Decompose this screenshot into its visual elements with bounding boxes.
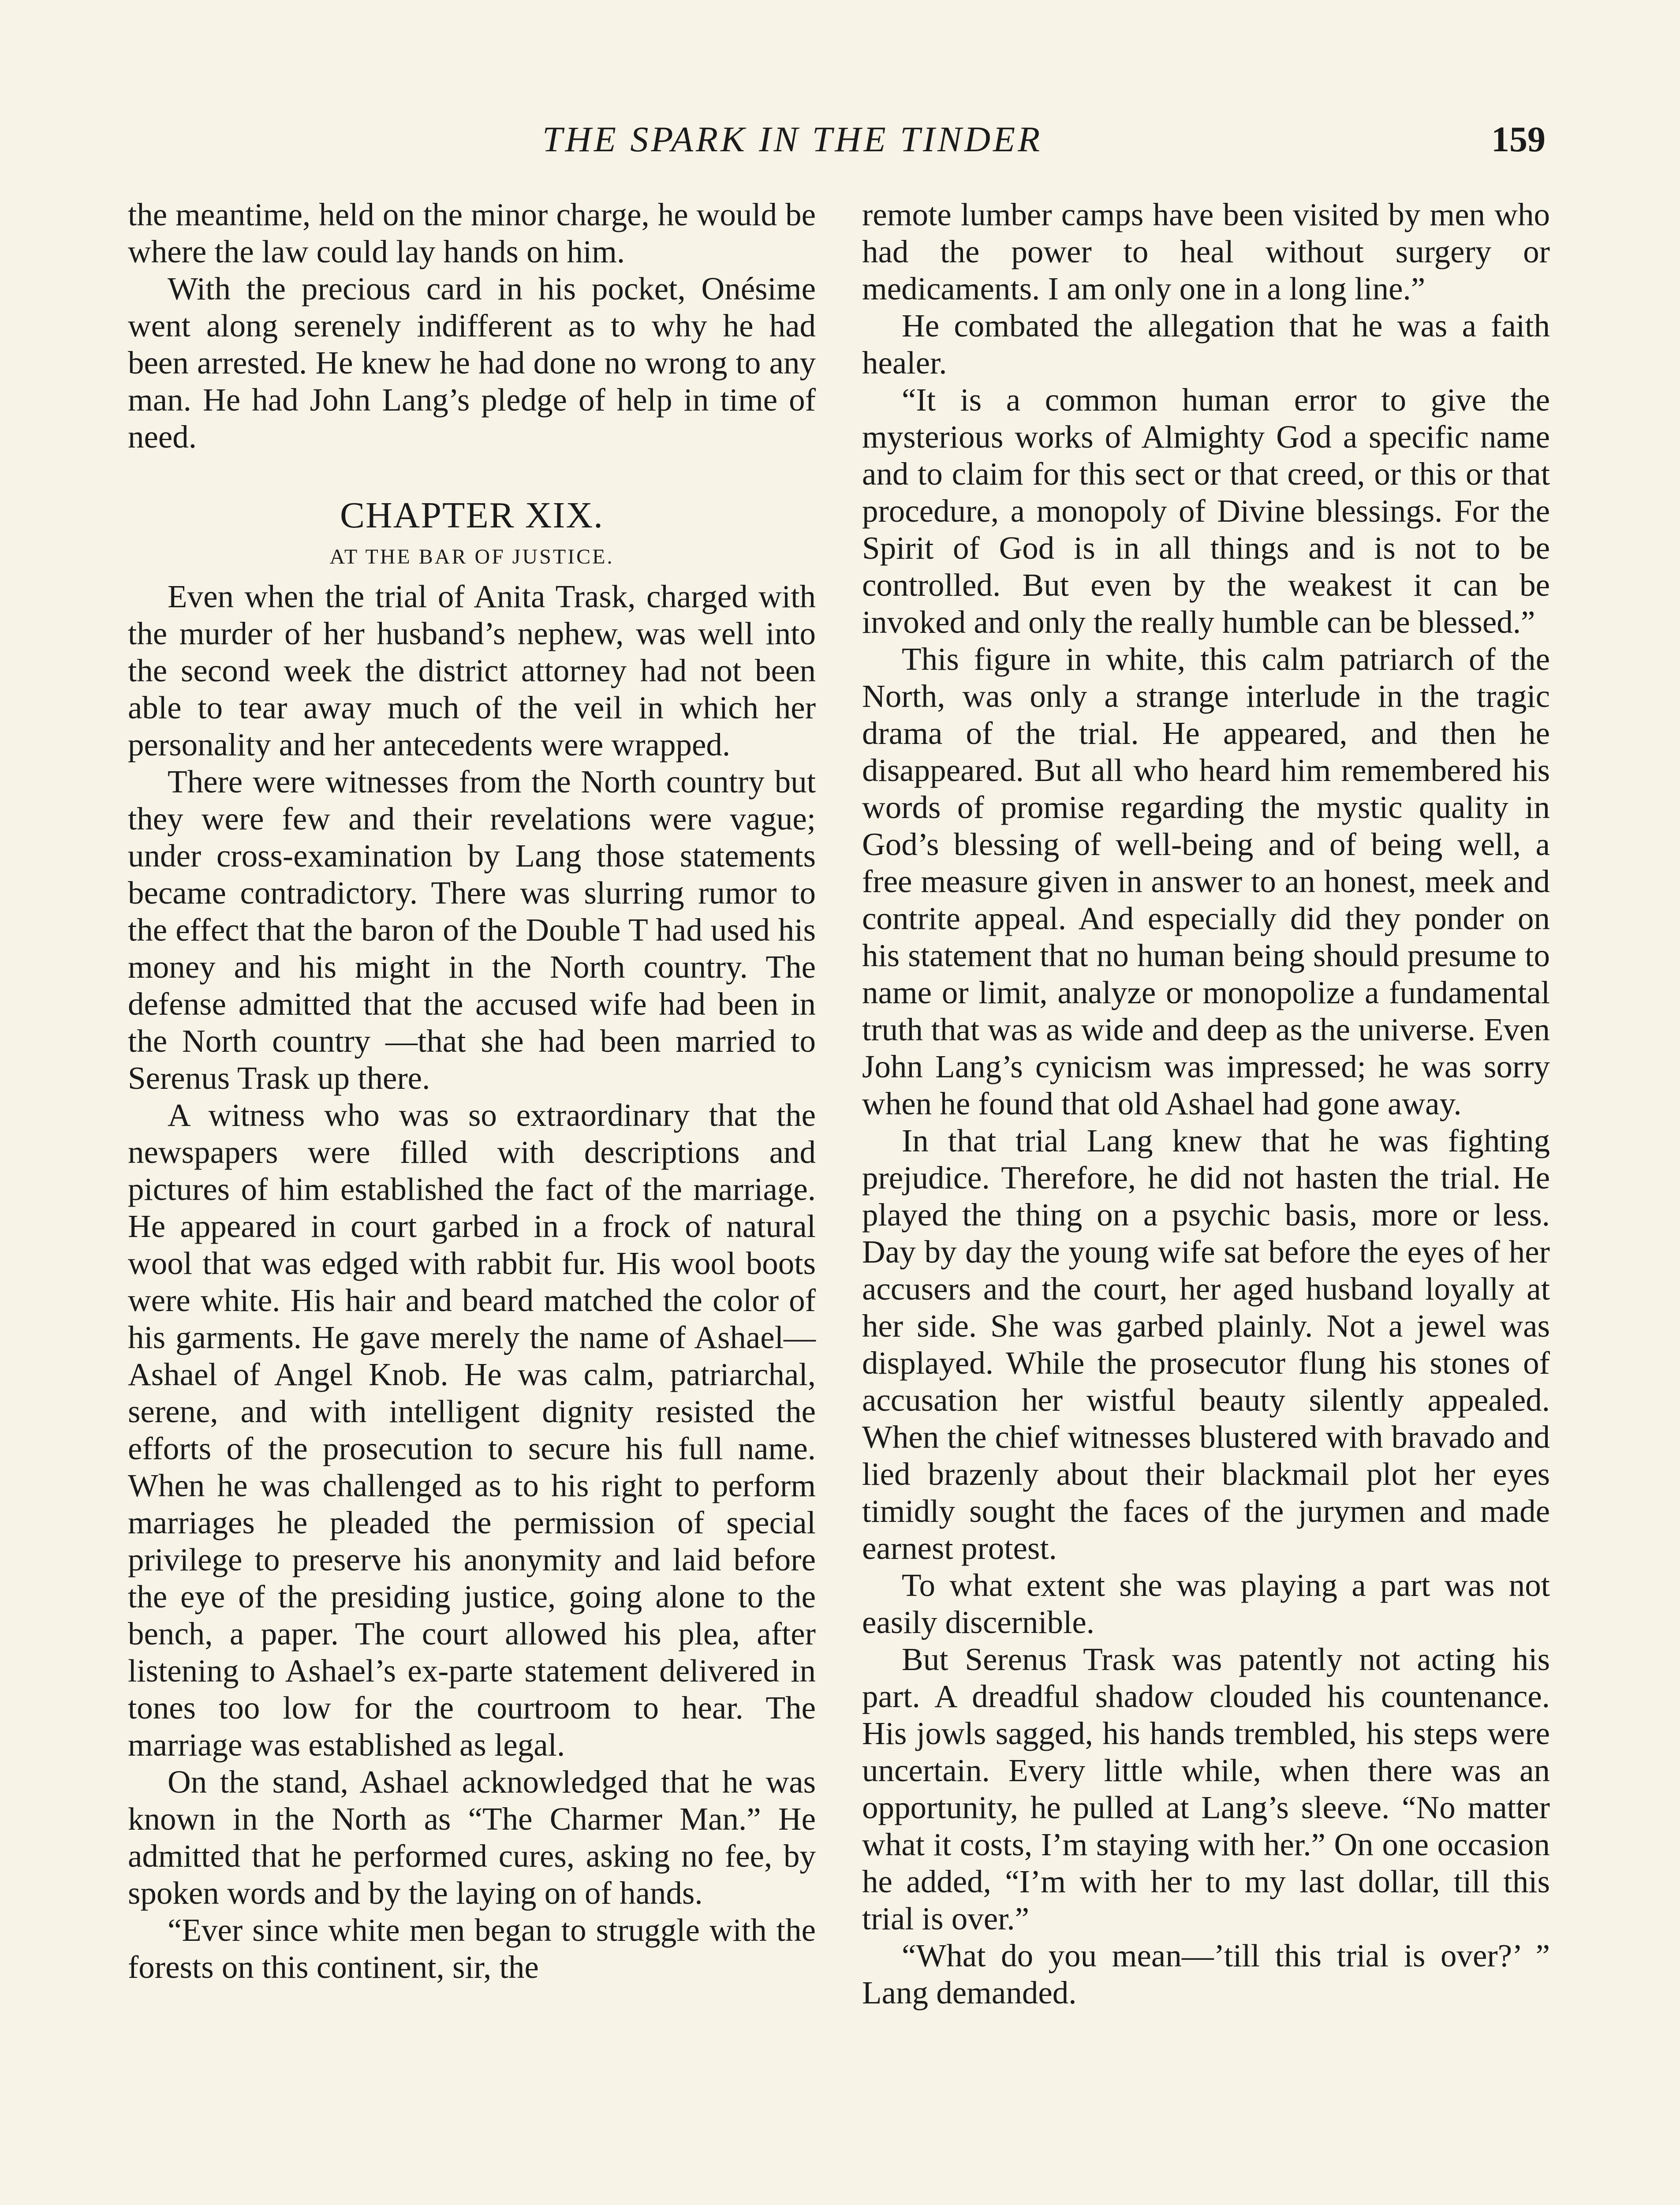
page-number: 159 [1491, 119, 1546, 159]
chapter-title: CHAPTER XIX. [340, 495, 604, 536]
paragraph: A witness who was so extraordinary that the newspapers were filled with descriptions and pictures of him established the fact of the marriage. He appeared in court garbed in a frock of natural wool that was edged with rabbit fur. His wool boots were white. His hair and beard matched the color of his garments. He gave merely the name of Ashael—Ashael of Angel Knob. He was calm, patriarchal, serene, and with intelligent dignity resisted the efforts of the prosecution to secure his full name. When he was challenged as to his right to perform marriages he pleaded the permission of special privilege to preserve his anonymity and laid before the eye of the presiding justice, going alone to the bench, a paper. The court allowed his plea, after listening to Ashael’s ex-parte statement delivered in tones too low for the courtroom to hear. The marriage was established as legal. [128, 1097, 816, 1763]
paragraph: On the stand, Ashael acknowledged that he was known in the North as “The Charmer Man.” He admitted that he performed cures, asking no fee, by spoken words and by the laying on of hands. [128, 1764, 816, 1911]
chapter-subtitle: AT THE BAR OF JUSTICE. [329, 545, 614, 568]
paragraph: This figure in white, this calm patriarch of the North, was only a strange interlude in the tragic drama of the trial. He appeared, and then he disappeared. But all who heard him remembered his words of promise regarding the mystic quality in God’s blessing of well-being and of being well, a free measure given in answer to an honest, meek and contrite appeal. And especially did they ponder on his statement that no human being should presume to name or limit, analyze or monopolize a fundamental truth that was as wide and deep as the universe. Even John Lang’s cynicism was impressed; he was sorry when he found that old Ashael had gone away. [862, 641, 1550, 1121]
paragraph: With the precious card in his pocket, Onésime went along serenely indifferent as to why he had been arrested. He knew he had done no wrong to any man. He had John Lang’s pledge of help in time of need. [128, 271, 816, 455]
left-column [128, 196, 816, 1986]
running-title: THE SPARK IN THE TINDER [542, 119, 1043, 159]
right-column [862, 196, 1550, 2011]
paragraph: remote lumber camps have been visited by men who had the power to heal without surgery or medicaments. I am only one in a long line.” [862, 197, 1550, 306]
paragraph: There were witnesses from the North country but they were few and their revelations were vague; under cross-examination by Lang those statements became contradictory. There was slurring rumor to the effect that the baron of the Double T had used his money and his might in the North country. The defense admitted that the accused wife had been in the North country —that she had been married to Serenus Trask up there. [128, 764, 816, 1096]
paragraph: In that trial Lang knew that he was fighting prejudice. Therefore, he did not hasten the trial. He played the thing on a psychic basis, more or less. Day by day the young wife sat before the eyes of her accusers and the court, her aged husband loyally at her side. She was garbed plainly. Not a jewel was displayed. While the prosecutor flung his stones of accusation her wistful beauty silently appealed. When the chief witnesses blustered with bravado and lied brazenly about their blackmail plot her eyes timidly sought the faces of the jurymen and made earnest protest. [862, 1123, 1550, 1566]
paragraph: “Ever since white men began to struggle with the forests on this continent, sir, the [128, 1912, 816, 1985]
paragraph: “What do you mean—’till this trial is over?’ ” Lang demanded. [862, 1938, 1550, 2011]
paragraph: To what extent she was playing a part was not easily discernible. [862, 1567, 1550, 1640]
paragraph: He combated the allegation that he was a faith healer. [862, 308, 1550, 381]
paragraph: the meantime, held on the minor charge, he would be where the law could lay hands on him. [128, 197, 816, 269]
paragraph: “It is a common human error to give the mysterious works of Almighty God a specific name and to claim for this sect or that creed, or this or that procedure, a monopoly of Divine blessings. For the Spirit of God is in all things and is not to be controlled. But even by the weakest it can be invoked and only the really humble can be blessed.” [862, 382, 1550, 640]
paragraph: Even when the trial of Anita Trask, charged with the murder of her husband’s nephew, was well into the second week the district attorney had not been able to tear away much of the veil in which her personality and her antecedents were wrapped. [128, 579, 816, 762]
paragraph: But Serenus Trask was patently not acting his part. A dreadful shadow clouded his countenance. His jowls sagged, his hands trembled, his steps were uncertain. Every little while, when there was an opportunity, he pulled at Lang’s sleeve. “No matter what it costs, I’m staying with her.” On one occasion he added, “I’m with her to my last dollar, till this trial is over.” [862, 1641, 1550, 1936]
